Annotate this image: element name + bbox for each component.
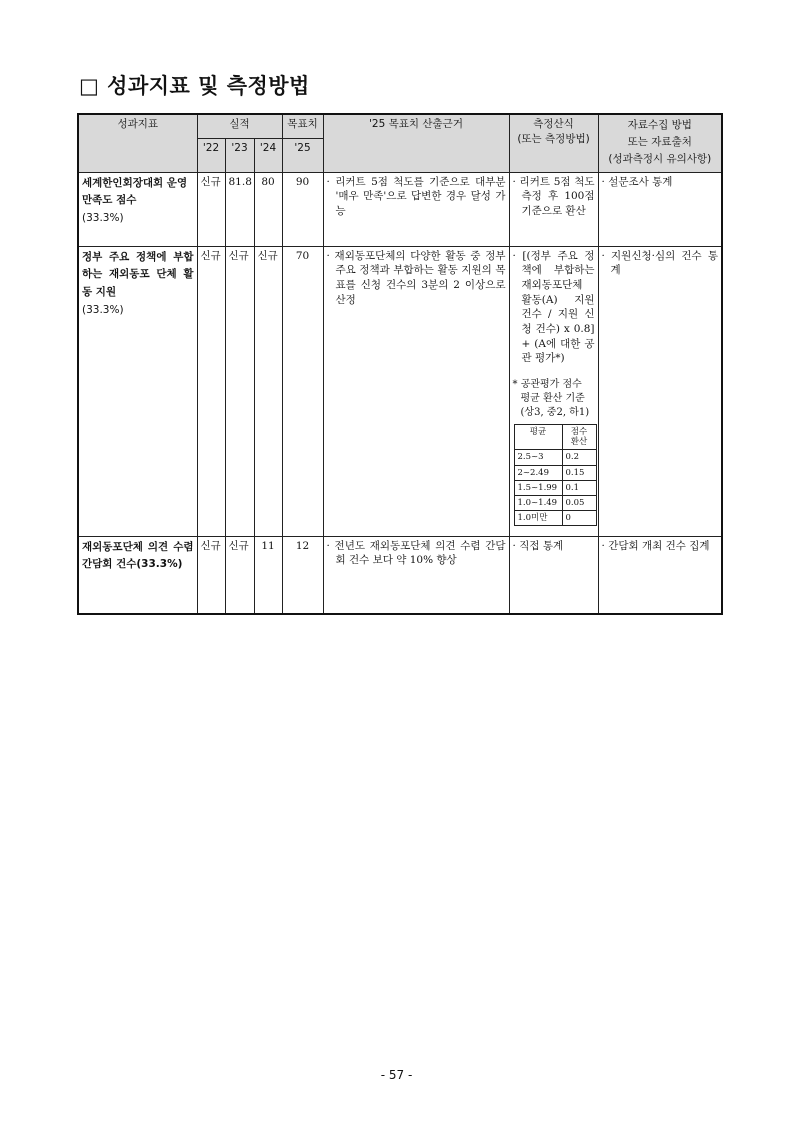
- basis-text: · 재외동포단체의 다양한 활동 중 정부 주요 정책과 부합하는 활동 지원의 목표를 신청 건수의 3분의 2 이상으로 산정: [326, 249, 506, 306]
- result-23: 신규: [225, 536, 254, 614]
- header-target: 목표치: [282, 114, 323, 138]
- basis-cell: [323, 536, 509, 614]
- basis-cell: [323, 246, 509, 536]
- indicator-cell: [78, 246, 197, 536]
- score-header-score: 점수 환산: [562, 425, 596, 450]
- header-basis: '25 목표치 산출근거: [323, 114, 509, 172]
- header-year-24: '24: [254, 138, 282, 172]
- score-avg: 1.5~1.99: [514, 480, 562, 495]
- section-title: □ 성과지표 및 측정방법: [79, 74, 310, 98]
- score-avg: 2~2.49: [514, 465, 562, 480]
- header-source: [598, 114, 722, 172]
- result-24: 80: [254, 172, 282, 246]
- score-avg: 1.0미만: [514, 511, 562, 526]
- indicator-name: 세계한인회장대회 운영 만족도 점수: [82, 176, 188, 207]
- indicator-name: 정부 주요 정책에 부합하는 재외동포 단체 활동 지원: [82, 250, 194, 299]
- target-25: 70: [282, 246, 323, 536]
- formula-cell: [509, 536, 598, 614]
- header-formula-line1: 측정산식: [533, 118, 574, 130]
- source-cell: [598, 246, 722, 536]
- result-22: 신규: [197, 246, 225, 536]
- score-row: [514, 495, 596, 510]
- score-row: [514, 465, 596, 480]
- score-row: [514, 511, 596, 526]
- indicator-weight: (33.3%): [82, 304, 124, 317]
- formula-note: * 공관평가 점수 평균 환산 기준 (상3, 중2, 하1): [512, 379, 590, 418]
- score-conversion-table: [514, 424, 597, 526]
- result-24: 11: [254, 536, 282, 614]
- result-23: 신규: [225, 246, 254, 536]
- basis-text: · 리커트 5점 척도를 기준으로 대부분 '매우 만족'으로 답변한 경우 달성 가능: [326, 175, 506, 217]
- score-avg: 1.0~1.49: [514, 495, 562, 510]
- score-value: 0.15: [562, 465, 596, 480]
- score-row: [514, 480, 596, 495]
- page-number: - 57 -: [380, 1068, 413, 1082]
- score-header-avg: 평균: [514, 425, 562, 450]
- score-value: 0: [562, 511, 596, 526]
- formula-text: · 리커트 5점 척도 측정 후 100점 기준으로 환산: [512, 175, 595, 217]
- basis-cell: [323, 172, 509, 246]
- score-value: 0.2: [562, 450, 596, 465]
- score-avg: 2.5~3: [514, 450, 562, 465]
- header-formula-line2: (또는 측정방법): [517, 132, 590, 145]
- header-source-line1: 자료수집 방법: [627, 119, 692, 131]
- header-year-22: '22: [197, 138, 225, 172]
- header-year-23: '23: [225, 138, 254, 172]
- indicator-cell: [78, 172, 197, 246]
- score-value: 0.05: [562, 495, 596, 510]
- source-cell: [598, 172, 722, 246]
- table-row: [78, 536, 722, 614]
- result-24: 신규: [254, 246, 282, 536]
- header-source-line3: (성과측정시 유의사항): [608, 152, 712, 165]
- header-results: 실적: [197, 114, 282, 138]
- table-row: [78, 172, 722, 246]
- result-23: 81.8: [225, 172, 254, 246]
- table-row: [78, 246, 722, 536]
- indicator-weight: (33.3%): [82, 212, 124, 225]
- formula-cell: [509, 172, 598, 246]
- header-formula: [509, 114, 598, 172]
- score-row: [514, 450, 596, 465]
- result-22: 신규: [197, 172, 225, 246]
- formula-cell: [509, 246, 598, 536]
- indicator-name: 재외동포단체 의견 수렴 간담회 건수: [82, 540, 194, 571]
- indicator-cell: [78, 536, 197, 614]
- result-22: 신규: [197, 536, 225, 614]
- header-source-line2: 또는 자료출처: [627, 135, 692, 148]
- basis-text: · 전년도 재외동포단체 의견 수렴 간담회 건수 보다 약 10% 향상: [326, 539, 506, 567]
- target-25: 12: [282, 536, 323, 614]
- formula-text: · [(정부 주요 정책에 부합하는 재외동포단체 활동(A) 지원 건수 / 지원 신청 건수) x 0.8] + (A에 대한 공관 평가*): [512, 249, 595, 365]
- header-year-25: '25: [282, 138, 323, 172]
- header-indicator: 성과지표: [78, 114, 197, 172]
- target-25: 90: [282, 172, 323, 246]
- source-text: · 설문조사 통계: [601, 175, 673, 188]
- source-text: · 간담회 개최 건수 집계: [601, 539, 710, 552]
- source-text: · 지원신청·심의 건수 통계: [601, 249, 719, 277]
- source-cell: [598, 536, 722, 614]
- indicator-table: [77, 113, 723, 615]
- indicator-weight: (33.3%): [136, 558, 183, 571]
- score-value: 0.1: [562, 480, 596, 495]
- formula-text: · 직접 통계: [512, 539, 564, 552]
